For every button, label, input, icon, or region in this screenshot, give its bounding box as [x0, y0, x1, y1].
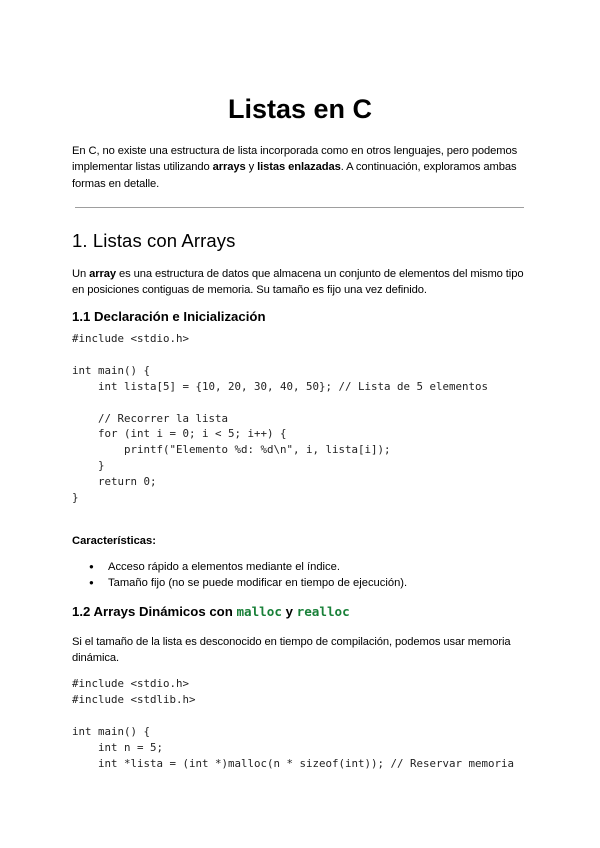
- page-title: Listas en C: [227, 94, 373, 124]
- code-block-declaration: #include <stdio.h> int main() { int lista[5] = {10, 20, 30, 40, 50}; // Lista de 5 elementos // Recorrer la lista for (int i = 0; i < 5; i++) { printf("Elemento %d: %d\n", i, lista[i]); } return 0; }: [72, 332, 489, 505]
- intro-bold-arrays: arrays: [212, 161, 246, 174]
- dynamic-heading-text-2: y: [281, 604, 297, 619]
- dynamic-heading-text-1: 1.2 Arrays Dinámicos con: [72, 604, 237, 619]
- dynamic-paragraph: Si el tamaño de la lista es desconocido en tiempo de compilación, podemos usar memoria dinámica.: [72, 636, 511, 665]
- features-list: [72, 559, 532, 592]
- section-heading-arrays: 1. Listas con Arrays: [72, 230, 236, 251]
- list-item: ● Tamaño fijo (no se puede modificar en tiempo de ejecución).: [72, 575, 532, 591]
- code-malloc: malloc: [236, 604, 282, 619]
- code-block-dynamic: #include <stdio.h> #include <stdlib.h> int main() { int n = 5; int *lista = (int *)malloc(n * sizeof(int)); // Reservar memoria: [72, 677, 515, 770]
- arrays-text-2: es una estructura de datos que almacena un conjunto de elementos del mismo tipo en posiciones contiguas de memoria. Su tamaño es fijo una vez definido.: [72, 268, 524, 297]
- intro-bold-linked-lists: listas enlazadas: [257, 161, 341, 174]
- subsection-heading-declaration: 1.1 Declaración e Inicialización: [72, 309, 266, 324]
- features-label: Características:: [72, 535, 156, 547]
- arrays-bold-array: array: [89, 268, 116, 280]
- intro-paragraph: [72, 143, 532, 192]
- horizontal-divider: [75, 207, 524, 208]
- code-realloc: realloc: [296, 604, 350, 619]
- arrays-paragraph: [72, 266, 532, 299]
- intro-text-1: En C, no existe una estructura de lista incorporada como en otros lenguajes, pero podemos implementar listas utilizando: [72, 145, 518, 174]
- intro-text-3: . A continuación, exploramos ambas formas en detalle.: [72, 161, 517, 190]
- list-item: ● Acceso rápido a elementos mediante el índice.: [72, 559, 532, 575]
- subsection-heading-dynamic-arrays: [72, 604, 350, 619]
- intro-text-2: y: [245, 161, 258, 174]
- arrays-text-1: Un: [72, 268, 90, 280]
